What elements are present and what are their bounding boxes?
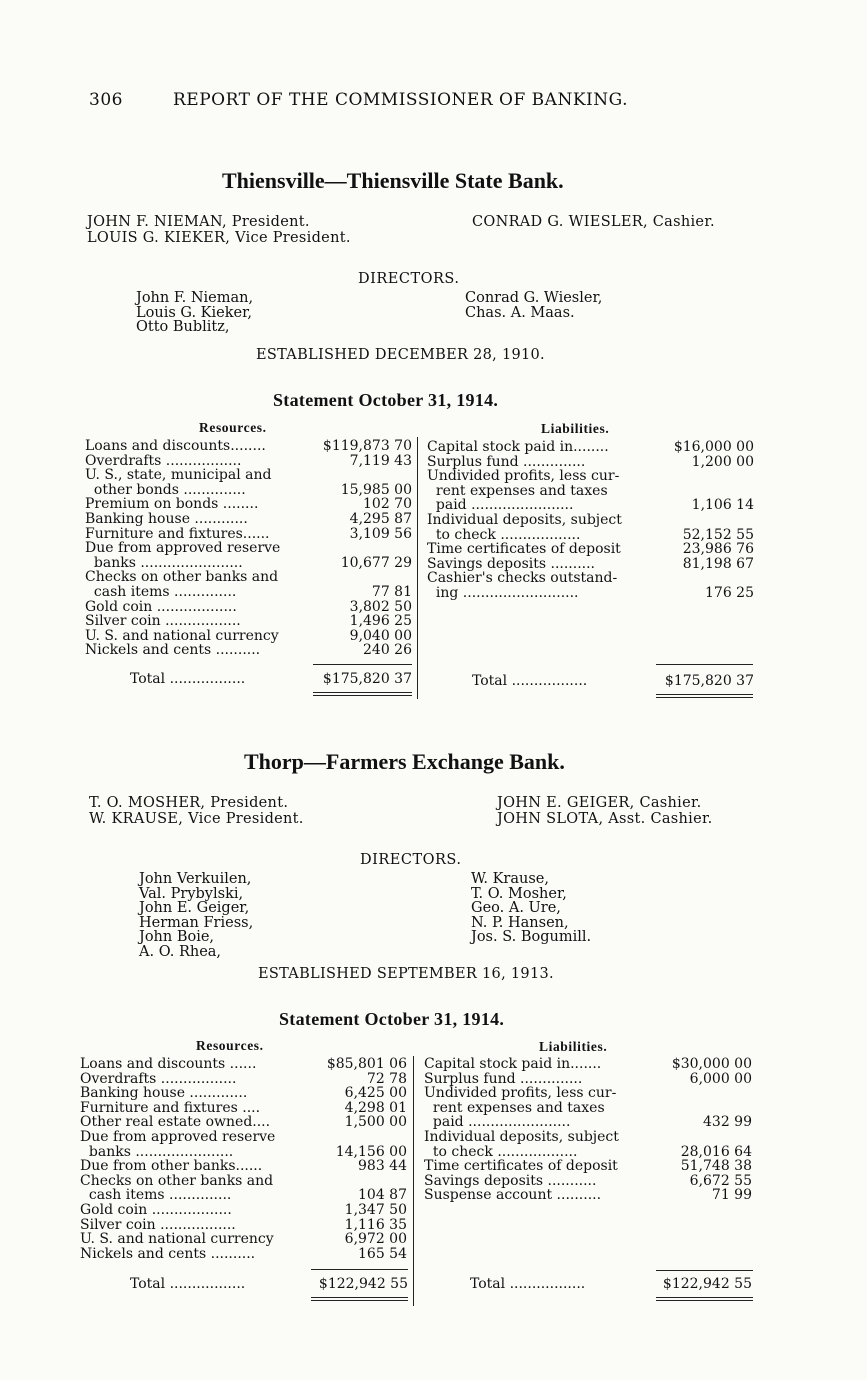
resource-row: [80, 1057, 407, 1072]
line-item-amount: 10,677 29: [340, 554, 412, 571]
line-item-label: to check ..................: [424, 1143, 578, 1160]
line-item-label: rent expenses and taxes: [427, 482, 608, 499]
resources-list: [85, 439, 412, 658]
total-rule: [313, 664, 412, 665]
line-item-label: banks ......................: [80, 1143, 234, 1160]
director: John Boie,: [139, 929, 215, 945]
liabilities-list: [424, 1057, 752, 1203]
line-item-label: paid .......................: [424, 1114, 571, 1131]
bank-title: Thiensville—Thiensville State Bank.: [222, 168, 564, 193]
established-date: ESTABLISHED SEPTEMBER 16, 1913.: [258, 966, 554, 982]
total-double-rule: [313, 692, 412, 693]
resource-row: [80, 1086, 407, 1101]
directors-heading: DIRECTORS.: [360, 852, 462, 868]
liability-row: [427, 469, 754, 484]
resources-list: [80, 1057, 407, 1261]
line-item-label: Individual deposits, subject: [424, 1128, 619, 1145]
line-item-label: banks .......................: [85, 554, 243, 571]
officer-president: T. O. MOSHER, President.: [89, 795, 289, 811]
officer-cashier: CONRAD G. WIESLER, Cashier.: [472, 214, 715, 230]
line-item-label: U. S., state, municipal and: [85, 467, 272, 484]
director: W. Krause,: [471, 871, 549, 887]
statement-heading: Statement October 31, 1914.: [279, 1009, 505, 1029]
statement-heading: Statement October 31, 1914.: [273, 390, 499, 410]
director: Herman Friess,: [139, 914, 254, 931]
resources-total-label: Total .................: [130, 1276, 246, 1292]
line-item-label: Gold coin ..................: [85, 598, 237, 615]
line-item-label: rent expenses and taxes: [424, 1099, 605, 1116]
liability-row: [424, 1101, 752, 1116]
liability-row: [427, 542, 754, 557]
resource-row: [80, 1247, 407, 1262]
established-date: ESTABLISHED DECEMBER 28, 1910.: [256, 347, 545, 363]
line-item-amount: $30,000 00: [671, 1056, 752, 1072]
liability-row: [424, 1130, 752, 1145]
resource-row: [85, 541, 412, 556]
line-item-amount: 72 78: [366, 1070, 407, 1087]
directors-right: [465, 291, 602, 320]
line-item-label: Silver coin .................: [80, 1216, 236, 1233]
liability-row: [424, 1188, 752, 1203]
line-item-label: Due from approved reserve: [85, 540, 281, 557]
director: Conrad G. Wiesler,: [465, 290, 603, 306]
officers-left: [89, 795, 304, 827]
column-divider: [417, 437, 418, 699]
resource-row: [80, 1159, 407, 1174]
resource-row: [80, 1203, 407, 1218]
liabilities-total-amount: $122,942 55: [662, 1276, 752, 1292]
directors-right: [471, 872, 591, 945]
line-item-amount: 7,119 43: [349, 452, 412, 469]
line-item-amount: 3,802 50: [349, 598, 412, 615]
total-double-rule: [656, 697, 753, 698]
liabilities-total-label: Total .................: [470, 1276, 586, 1292]
line-item-amount: 52,152 55: [682, 526, 754, 543]
line-item-label: U. S. and national currency: [85, 627, 279, 644]
resource-row: [80, 1072, 407, 1087]
liabilities-list: [427, 440, 754, 601]
director: Otto Bublitz,: [136, 319, 230, 335]
line-item-amount: 6,425 00: [344, 1085, 407, 1102]
liabilities-total-label: Total .................: [472, 673, 588, 689]
resources-heading: Resources.: [199, 420, 267, 435]
line-item-label: U. S. and national currency: [80, 1231, 274, 1248]
line-item-label: Other real estate owned....: [80, 1114, 271, 1131]
line-item-amount: 23,986 76: [682, 541, 754, 558]
line-item-label: ing ..........................: [427, 584, 579, 601]
liability-row: [424, 1115, 752, 1130]
director: Chas. A. Maas.: [465, 304, 575, 321]
line-item-label: Cashier's checks outstand-: [427, 570, 618, 587]
line-item-label: Due from approved reserve: [80, 1128, 276, 1145]
total-double-rule: [656, 1300, 753, 1301]
line-item-amount: 6,000 00: [689, 1070, 752, 1087]
liability-row: [424, 1086, 752, 1101]
resources-total-label: Total .................: [130, 671, 246, 687]
resources-heading: Resources.: [196, 1038, 264, 1053]
resource-row: [80, 1188, 407, 1203]
resource-row: [85, 643, 412, 658]
line-item-amount: 104 87: [358, 1187, 407, 1204]
line-item-label: Time certificates of deposit: [424, 1158, 618, 1175]
resource-row: [85, 556, 412, 571]
liability-row: [427, 571, 754, 586]
resource-row: [85, 629, 412, 644]
line-item-label: Surplus fund ..............: [427, 453, 586, 470]
line-item-amount: 51,748 38: [680, 1158, 752, 1175]
resource-row: [85, 600, 412, 615]
liabilities-total-amount: $175,820 37: [664, 673, 754, 689]
resource-row: [85, 497, 412, 512]
line-item-label: Banking house ............: [85, 510, 248, 527]
director: A. O. Rhea,: [139, 943, 222, 960]
line-item-amount: 28,016 64: [680, 1143, 752, 1160]
total-rule: [311, 1269, 408, 1270]
line-item-amount: 176 25: [705, 584, 754, 601]
line-item-label: to check ..................: [427, 526, 581, 543]
line-item-amount: 77 81: [371, 583, 412, 600]
line-item-label: Savings deposits ..........: [427, 555, 595, 572]
resource-row: [85, 468, 412, 483]
director: T. O. Mosher,: [471, 885, 567, 902]
line-item-amount: 3,109 56: [349, 525, 412, 542]
resource-row: [80, 1218, 407, 1233]
liabilities-heading: Liabilities.: [539, 1039, 608, 1054]
line-item-amount: 71 99: [711, 1187, 752, 1204]
liability-row: [427, 586, 754, 601]
line-item-amount: $119,873 70: [322, 438, 412, 454]
liability-row: [427, 513, 754, 528]
resource-row: [85, 527, 412, 542]
directors-heading: DIRECTORS.: [358, 271, 460, 287]
officer-cashier: JOHN E. GEIGER, Cashier.: [497, 795, 702, 811]
line-item-amount: 14,156 00: [335, 1143, 407, 1160]
line-item-amount: 983 44: [358, 1158, 407, 1175]
resource-row: [80, 1130, 407, 1145]
line-item-amount: 6,672 55: [689, 1172, 752, 1189]
line-item-label: Overdrafts .................: [85, 452, 242, 469]
line-item-label: cash items ..............: [80, 1187, 232, 1204]
line-item-amount: 15,985 00: [340, 481, 412, 498]
line-item-label: Furniture and fixtures......: [85, 525, 270, 542]
directors-left: [139, 872, 253, 959]
liability-row: [427, 455, 754, 470]
total-rule: [656, 664, 753, 665]
total-double-rule: [311, 1297, 408, 1298]
line-item-label: Savings deposits ...........: [424, 1172, 597, 1189]
line-item-label: Overdrafts .................: [80, 1070, 237, 1087]
resource-row: [85, 454, 412, 469]
line-item-amount: 102 70: [363, 496, 412, 513]
director: Louis G. Kieker,: [136, 304, 253, 321]
director: John Verkuilen,: [139, 871, 252, 887]
line-item-amount: 165 54: [358, 1245, 407, 1262]
resource-row: [80, 1145, 407, 1160]
page-number: 306: [89, 90, 123, 110]
line-item-label: Undivided profits, less cur-: [427, 468, 620, 485]
resource-row: [85, 614, 412, 629]
line-item-label: other bonds ..............: [85, 481, 246, 498]
officer-president: JOHN F. NIEMAN, President.: [87, 214, 310, 230]
column-divider: [413, 1056, 414, 1306]
resource-row: [85, 439, 412, 454]
total-double-rule: [656, 1297, 753, 1298]
line-item-amount: 1,500 00: [344, 1114, 407, 1131]
line-item-label: Individual deposits, subject: [427, 511, 622, 528]
resources-total-amount: $175,820 37: [322, 671, 412, 687]
officers-right: [497, 795, 713, 827]
liability-row: [427, 528, 754, 543]
director: John F. Nieman,: [136, 290, 254, 306]
officers-left: [87, 214, 351, 246]
line-item-label: Undivided profits, less cur-: [424, 1085, 617, 1102]
resources-total-amount: $122,942 55: [318, 1276, 408, 1292]
total-double-rule: [313, 695, 412, 696]
liability-row: [424, 1057, 752, 1072]
line-item-amount: $85,801 06: [326, 1056, 407, 1072]
liability-row: [427, 498, 754, 513]
line-item-amount: 6,972 00: [344, 1231, 407, 1248]
running-header: REPORT OF THE COMMISSIONER OF BANKING.: [173, 90, 628, 110]
total-double-rule: [656, 694, 753, 695]
line-item-label: Capital stock paid in.......: [424, 1056, 602, 1072]
line-item-label: Nickels and cents ..........: [85, 642, 261, 659]
total-rule: [656, 1270, 753, 1271]
resource-row: [85, 483, 412, 498]
line-item-label: Gold coin ..................: [80, 1201, 232, 1218]
liability-row: [424, 1159, 752, 1174]
line-item-label: Premium on bonds ........: [85, 496, 259, 513]
line-item-amount: 240 26: [363, 642, 412, 659]
resource-row: [80, 1174, 407, 1189]
line-item-label: Nickels and cents ..........: [80, 1245, 256, 1262]
director: Val. Prybylski,: [139, 885, 244, 902]
resource-row: [85, 585, 412, 600]
line-item-label: paid .......................: [427, 497, 574, 514]
liabilities-heading: Liabilities.: [541, 421, 610, 436]
liability-row: [427, 557, 754, 572]
directors-left: [136, 291, 253, 335]
officers-right: [472, 214, 715, 230]
line-item-label: Silver coin .................: [85, 613, 241, 630]
line-item-amount: 81,198 67: [682, 555, 754, 572]
line-item-label: Banking house .............: [80, 1085, 248, 1102]
line-item-label: Time certificates of deposit: [427, 541, 621, 558]
resource-row: [80, 1232, 407, 1247]
total-double-rule: [311, 1300, 408, 1301]
line-item-amount: 432 99: [703, 1114, 752, 1131]
liability-row: [424, 1145, 752, 1160]
line-item-amount: 1,200 00: [691, 453, 754, 470]
line-item-label: Suspense account ..........: [424, 1187, 602, 1204]
officer-vice-president: LOUIS G. KIEKER, Vice President.: [87, 230, 351, 246]
line-item-label: Checks on other banks and: [80, 1172, 274, 1189]
liability-row: [427, 440, 754, 455]
line-item-amount: $16,000 00: [673, 439, 754, 455]
line-item-amount: 1,106 14: [691, 497, 754, 514]
line-item-amount: 1,496 25: [349, 613, 412, 630]
resource-row: [80, 1115, 407, 1130]
line-item-amount: 1,347 50: [344, 1201, 407, 1218]
line-item-label: Due from other banks......: [80, 1158, 263, 1175]
line-item-label: Loans and discounts ......: [80, 1056, 257, 1072]
director: John E. Geiger,: [139, 900, 250, 916]
director: N. P. Hansen,: [471, 914, 569, 931]
resource-row: [80, 1101, 407, 1116]
line-item-label: Furniture and fixtures ....: [80, 1099, 261, 1116]
bank-title: Thorp—Farmers Exchange Bank.: [244, 749, 565, 774]
officer-asst-cashier: JOHN SLOTA, Asst. Cashier.: [497, 811, 713, 827]
line-item-label: cash items ..............: [85, 583, 237, 600]
line-item-label: Capital stock paid in........: [427, 439, 609, 455]
line-item-amount: 4,295 87: [349, 510, 412, 527]
director: Geo. A. Ure,: [471, 900, 561, 916]
line-item-label: Checks on other banks and: [85, 569, 279, 586]
line-item-amount: 9,040 00: [349, 627, 412, 644]
director: Jos. S. Bogumill.: [471, 929, 592, 945]
resource-row: [85, 512, 412, 527]
line-item-amount: 1,116 35: [344, 1216, 407, 1233]
line-item-amount: 4,298 01: [344, 1099, 407, 1116]
liability-row: [424, 1174, 752, 1189]
officer-vice-president: W. KRAUSE, Vice President.: [89, 811, 304, 827]
line-item-label: Surplus fund ..............: [424, 1070, 583, 1087]
line-item-label: Loans and discounts........: [85, 438, 266, 454]
liability-row: [424, 1072, 752, 1087]
liability-row: [427, 484, 754, 499]
resource-row: [85, 570, 412, 585]
